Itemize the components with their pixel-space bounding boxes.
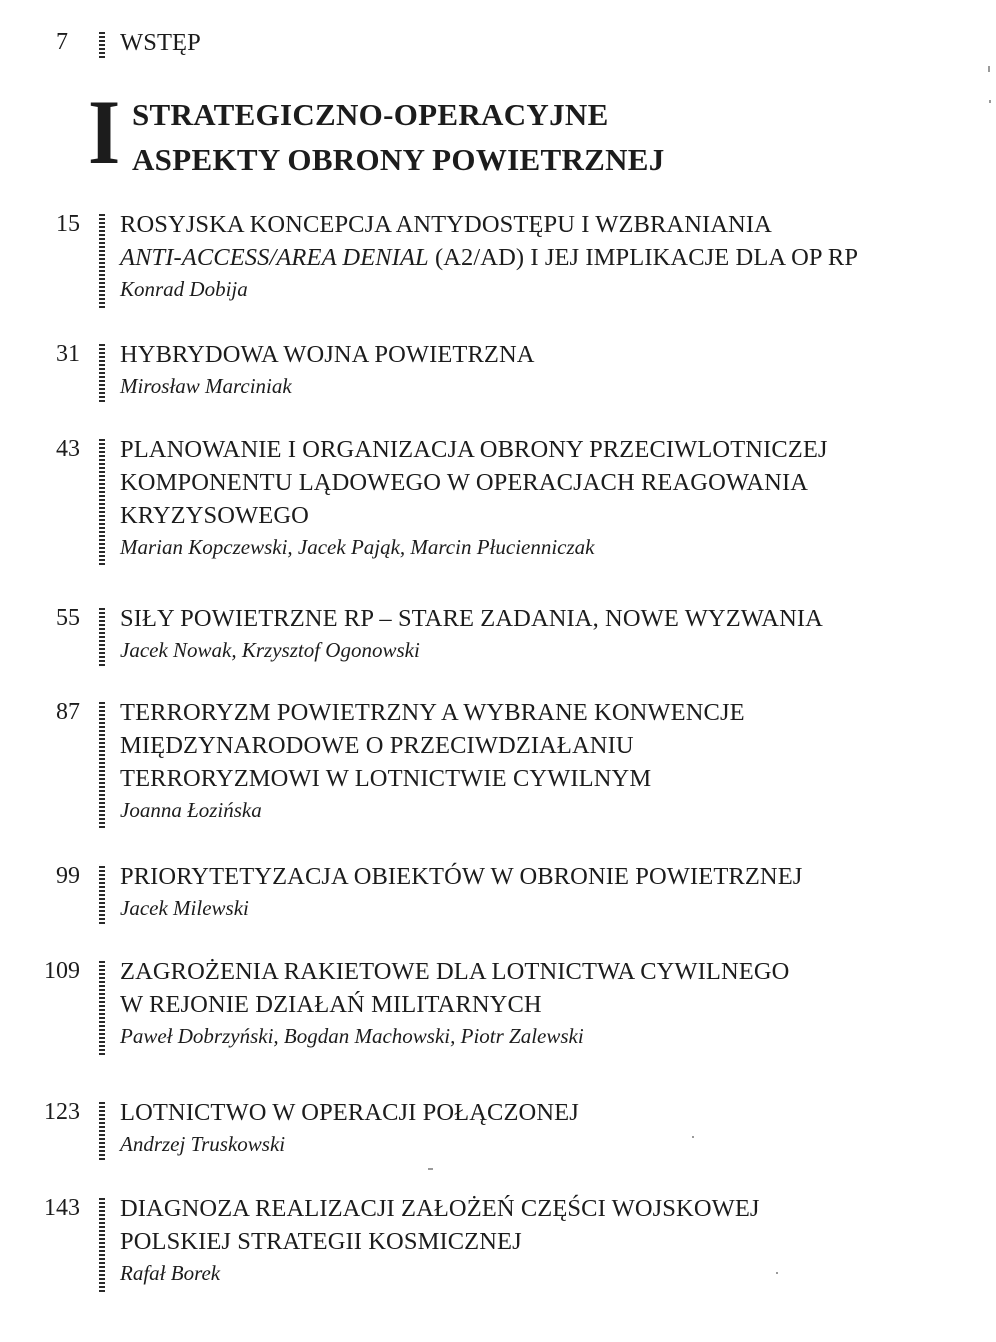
entry-rule (99, 961, 105, 1055)
entry-rule (99, 702, 105, 828)
entry-rule (99, 1198, 105, 1292)
entry-title-line: W REJONIE DZIAŁAŃ MILITARNYCH (120, 991, 542, 1018)
page-number: 87 (56, 699, 80, 725)
scan-speck (989, 100, 991, 103)
section-title-line-2: ASPEKTY OBRONY POWIETRZNEJ (132, 142, 665, 177)
entry-title: WSTĘP (120, 29, 201, 56)
scan-speck (428, 1168, 433, 1170)
entry-title-line: HYBRYDOWA WOJNA POWIETRZNA (120, 341, 535, 368)
page-number: 143 (44, 1195, 80, 1221)
entry-rule (99, 1102, 105, 1162)
entry-title-line: POLSKIEJ STRATEGII KOSMICZNEJ (120, 1228, 522, 1255)
entry-title-line: KRYZYSOWEGO (120, 502, 309, 529)
page-number: 123 (44, 1099, 80, 1125)
page-number: 43 (56, 436, 80, 462)
page-number: 109 (44, 958, 80, 984)
entry-author: Jacek Milewski (120, 896, 249, 920)
page-number: 99 (56, 863, 80, 889)
entry-title-rest: (A2/AD) I JEJ IMPLIKACJE DLA OP RP (428, 244, 859, 271)
entry-rule (99, 866, 105, 926)
scan-speck (776, 1272, 778, 1274)
section-title-line-1: STRATEGICZNO-OPERACYJNE (132, 97, 609, 132)
entry-title-line: DIAGNOZA REALIZACJI ZAŁOŻEŃ CZĘŚCI WOJSKOWEJ (120, 1195, 760, 1222)
page-number: 15 (56, 211, 80, 237)
entry-title-line: ZAGROŻENIA RAKIETOWE DLA LOTNICTWA CYWILNEGO (120, 958, 790, 985)
entry-title-line: KOMPONENTU LĄDOWEGO W OPERACJACH REAGOWANIA (120, 469, 809, 496)
page-number: 31 (56, 341, 80, 367)
entry-author: Mirosław Marciniak (120, 374, 292, 398)
entry-author: Joanna Łozińska (120, 798, 262, 822)
entry-author: Andrzej Truskowski (120, 1132, 286, 1156)
entry-author: Paweł Dobrzyński, Bogdan Machowski, Piotr Zalewski (120, 1024, 584, 1048)
entry-title-line: TERRORYZMOWI W LOTNICTWIE CYWILNYM (120, 765, 652, 792)
entry-author: Jacek Nowak, Krzysztof Ogonowski (120, 638, 420, 662)
entry-rule (99, 344, 105, 404)
entry-title-line: SIŁY POWIETRZNE RP – STARE ZADANIA, NOWE WYZWANIA (120, 605, 823, 632)
entry-title-line: LOTNICTWO W OPERACJI POŁĄCZONEJ (120, 1099, 579, 1126)
section-heading (88, 81, 888, 183)
entry-author: Marian Kopczewski, Jacek Pająk, Marcin Płucienniczak (120, 535, 595, 559)
entry-author: Rafał Borek (120, 1261, 221, 1285)
entry-rule (99, 439, 105, 565)
entry-rule (99, 214, 105, 308)
entry-title-line: PRIORYTETYZACJA OBIEKTÓW W OBRONIE POWIETRZNEJ (120, 863, 803, 890)
entry-title-line: ROSYJSKA KONCEPCJA ANTYDOSTĘPU I WZBRANIANIA (120, 211, 772, 238)
page-number: 7 (56, 29, 68, 55)
entry-rule (99, 32, 105, 58)
section-numeral: I (88, 81, 121, 183)
entry-title-line: PLANOWANIE I ORGANIZACJA OBRONY PRZECIWLOTNICZEJ (120, 436, 828, 463)
entry-title-line: TERRORYZM POWIETRZNY A WYBRANE KONWENCJE (120, 699, 745, 726)
entry-rule (99, 608, 105, 668)
entry-title-line: MIĘDZYNARODOWE O PRZECIWDZIAŁANIU (120, 732, 634, 759)
entry-title-italic: ANTI-ACCESS/AREA DENIAL (120, 244, 429, 271)
entry-author: Konrad Dobija (120, 277, 248, 301)
scan-speck (988, 66, 990, 72)
scan-speck (692, 1136, 694, 1138)
entry-title-line (120, 241, 956, 274)
page-number: 55 (56, 605, 80, 631)
